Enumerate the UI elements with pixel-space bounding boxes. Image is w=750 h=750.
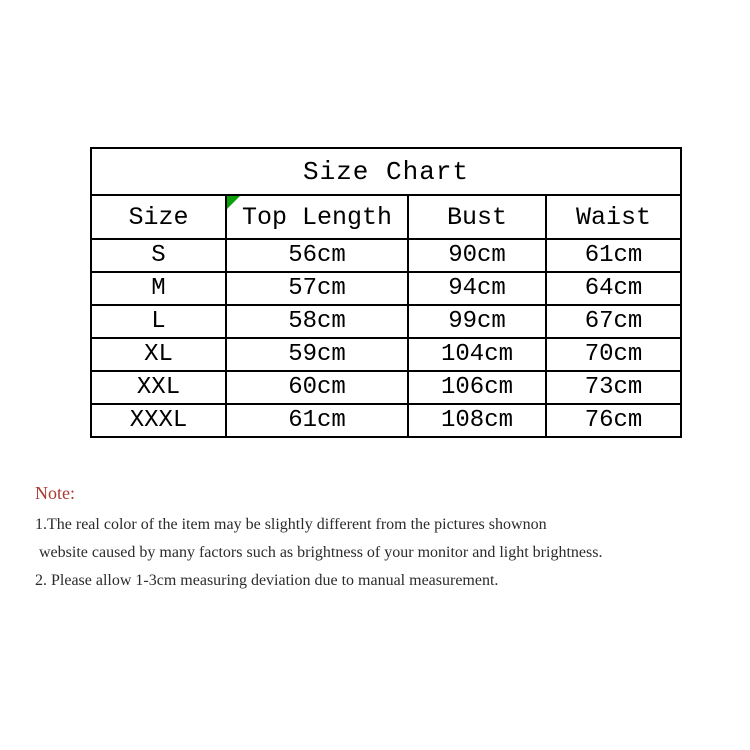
note-line-3: 2. Please allow 1-3cm measuring deviation due to manual measurement. (35, 572, 499, 589)
table-row (91, 404, 681, 437)
top-length-cell: 57cm (226, 272, 408, 305)
table-row (91, 272, 681, 305)
waist-cell: 70cm (546, 338, 681, 371)
size-cell: S (91, 239, 226, 272)
bust-cell: 106cm (408, 371, 546, 404)
note-label: Note: (35, 483, 75, 503)
top-length-cell: 60cm (226, 371, 408, 404)
size-cell: L (91, 305, 226, 338)
size-cell: M (91, 272, 226, 305)
top-length-cell: 61cm (226, 404, 408, 437)
table-title-row (91, 148, 681, 195)
size-cell: XXXL (91, 404, 226, 437)
note-line-1: 1.The real color of the item may be slightly different from the pictures shownon (35, 516, 547, 533)
waist-cell: 64cm (546, 272, 681, 305)
bust-cell: 104cm (408, 338, 546, 371)
note-section (35, 482, 602, 595)
top-length-cell: 56cm (226, 239, 408, 272)
bust-cell: 108cm (408, 404, 546, 437)
bust-cell: 90cm (408, 239, 546, 272)
col-header-top-length (226, 195, 408, 239)
bust-cell: 94cm (408, 272, 546, 305)
col-header-top-length-label: Top Length (241, 202, 393, 232)
waist-cell: 67cm (546, 305, 681, 338)
table-row (91, 371, 681, 404)
waist-cell: 73cm (546, 371, 681, 404)
table-title: Size Chart (91, 148, 681, 195)
waist-cell: 61cm (546, 239, 681, 272)
green-corner-marker-icon (227, 196, 240, 209)
size-cell: XXL (91, 371, 226, 404)
note-line-2: website caused by many factors such as brightness of your monitor and light brightness. (35, 544, 603, 561)
col-header-bust: Bust (408, 195, 546, 239)
bust-cell: 99cm (408, 305, 546, 338)
top-length-cell: 58cm (226, 305, 408, 338)
waist-cell: 76cm (546, 404, 681, 437)
size-cell: XL (91, 338, 226, 371)
top-length-cell: 59cm (226, 338, 408, 371)
table-row (91, 338, 681, 371)
size-chart-table (90, 147, 682, 438)
col-header-size: Size (91, 195, 226, 239)
table-header-row (91, 195, 681, 239)
table-row (91, 305, 681, 338)
col-header-waist: Waist (546, 195, 681, 239)
table-row (91, 239, 681, 272)
